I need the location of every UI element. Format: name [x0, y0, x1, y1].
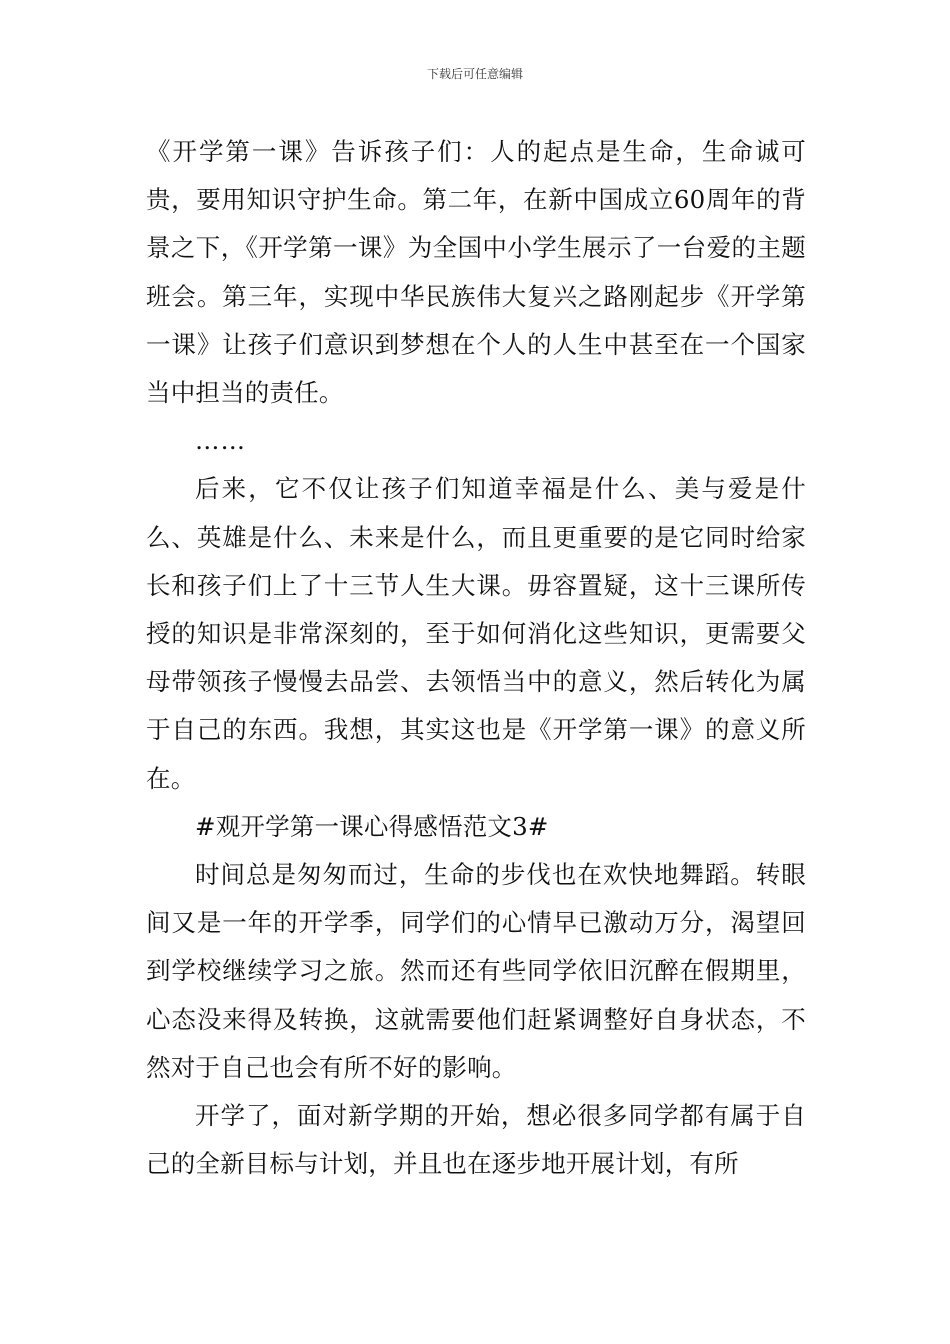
- paragraph-first-course-history: 《开学第一课》告诉孩子们：人的起点是生命，生命诚可贵，要用知识守护生命。第二年，在新中国成立60周年的背景之下，《开学第一课》为全国中小学生展示了一台爱的主题班会。第三年，实现中华民族伟大复兴之路刚起步《开学第一课》让孩子们意识到梦想在个人的人生中甚至在一个国家当中担当的责任。: [146, 137, 806, 408]
- paragraph-later-lessons: 后来，它不仅让孩子们知道幸福是什么、美与爱是什么、英雄是什么、未来是什么，而且更重要的是它同时给家长和孩子们上了十三节人生大课。毋容置疑，这十三课所传授的知识是非常深刻的，至于如何消化这些知识，更需要父母带领孩子慢慢去品尝、去领悟当中的意义，然后转化为属于自己的东西。我想，其实这也是《开学第一课》的意义所在。: [146, 474, 806, 793]
- document-body: [146, 128, 806, 1188]
- section-heading: #观开学第一课心得感悟范文3#: [195, 811, 549, 841]
- ellipsis-separator: ……: [195, 426, 246, 456]
- paragraph-time-passes: 时间总是匆匆而过，生命的步伐也在欢快地舞蹈。转眼间又是一年的开学季，同学们的心情早已激动万分，渴望回到学校继续学习之旅。然而还有些同学依旧沉醉在假期里，心态没来得及转换，这就需要他们赶紧调整好自身状态，不然对于自己也会有所不好的影响。: [146, 860, 806, 1082]
- paragraph-new-semester: 开学了，面对新学期的开始，想必很多同学都有属于自己的全新目标与计划，并且也在逐步地开展计划，有所: [146, 1101, 806, 1179]
- page-header: 下载后可任意编辑: [426, 67, 523, 81]
